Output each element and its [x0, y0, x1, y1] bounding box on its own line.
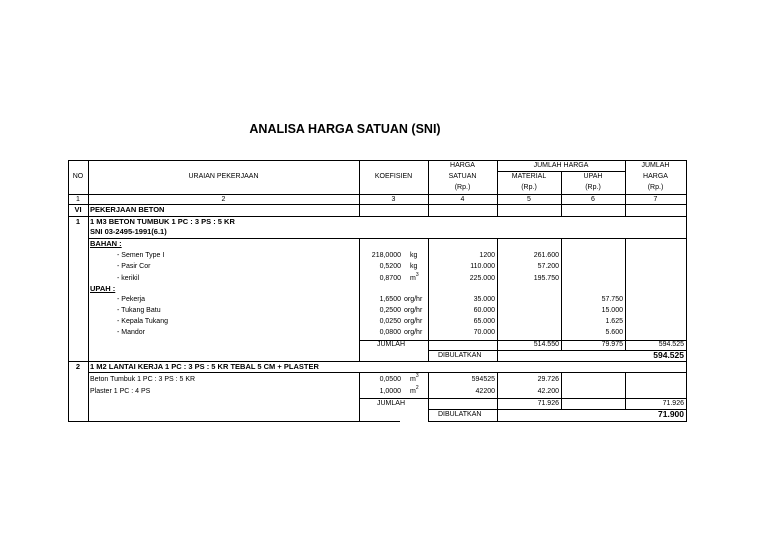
upah-coef: 0,2500 — [379, 307, 401, 314]
header-jumlah-harga: JUMLAH HARGA — [533, 162, 589, 169]
bahan-name: - Pasir Cor — [117, 263, 151, 270]
item2-title: 1 M2 LANTAI KERJA 1 PC : 3 PS : 5 KR TEBAL 5 CM + PLASTER — [90, 362, 319, 371]
unit-base: m — [410, 376, 416, 383]
upah-name: - Tukang Batu — [117, 307, 161, 314]
col-border-upah-1 — [625, 238, 626, 350]
item2-unit — [410, 373, 419, 384]
upah-value: 1.625 — [605, 318, 623, 325]
colnum-5: 5 — [527, 196, 531, 203]
header-material-unit: (Rp.) — [521, 184, 537, 191]
col-border-right — [686, 160, 687, 422]
jumlah2-label: JUMLAH — [377, 400, 406, 407]
dibulatkan2-label: DIBULATKAN — [438, 411, 482, 418]
table-border-bottom-left — [68, 421, 400, 422]
bahan-unit: kg — [410, 263, 418, 270]
unit-sup: 2 — [415, 385, 419, 391]
item2-coef: 1,0000 — [379, 388, 401, 395]
upah-unit: org/hr — [404, 329, 423, 336]
jumlah1-total: 594.525 — [658, 341, 684, 348]
header-divider — [68, 194, 687, 195]
item1-no: 1 — [75, 217, 81, 226]
bahan-price: 1200 — [479, 252, 495, 259]
item2-coef: 0,0500 — [379, 376, 401, 383]
item2-unit — [410, 385, 419, 396]
header-upah-unit: (Rp.) — [585, 184, 601, 191]
jumlah2-top — [359, 398, 687, 399]
upah-name: - Pekerja — [117, 296, 146, 303]
upah-label: UPAH : — [90, 284, 116, 293]
bahan-price: 110.000 — [470, 263, 495, 270]
item2-material: 29.726 — [537, 376, 559, 383]
table-border-bottom-right — [428, 421, 687, 422]
header-upah: UPAH — [583, 173, 603, 180]
bahan-material: 195.750 — [533, 275, 559, 282]
upah-price: 60.000 — [473, 307, 495, 314]
header-material: MATERIAL — [511, 173, 547, 180]
upah-price: 35.000 — [473, 296, 495, 303]
jumlah2-material: 71.926 — [537, 400, 559, 407]
colnum-1: 1 — [76, 196, 80, 203]
table-border-top — [68, 160, 687, 161]
header-jumlah-1: JUMLAH — [641, 162, 670, 169]
header-uraian: URAIAN PEKERJAAN — [188, 173, 259, 180]
jumlah2-total: 71.926 — [662, 400, 684, 407]
header-jumlah-2: HARGA — [643, 173, 668, 180]
header-jumlah-3: (Rp.) — [647, 184, 664, 191]
item2-price: 594525 — [471, 376, 495, 383]
item2-title-divider — [88, 372, 687, 373]
bahan-name: - Semen Type I — [117, 252, 165, 259]
upah-price: 65.000 — [473, 318, 495, 325]
bahan-unit — [410, 272, 419, 283]
upah-unit: org/hr — [404, 296, 423, 303]
unit-base: m — [410, 388, 416, 395]
page-title: ANALISA HARGA SATUAN (SNI) — [249, 122, 441, 136]
bahan-material: 57.200 — [537, 263, 559, 270]
upah-name: - Kepala Tukang — [117, 318, 168, 325]
bahan-label: BAHAN : — [90, 239, 122, 248]
upah-unit: org/hr — [404, 307, 423, 314]
upah-price: 70.000 — [473, 329, 495, 336]
item2-name: Plaster 1 PC : 4 PS — [90, 388, 151, 395]
header-harga-3: (Rp.) — [454, 184, 471, 191]
upah-coef: 0,0800 — [379, 329, 401, 336]
unit-base: m — [410, 275, 416, 282]
bahan-coef: 0,8700 — [379, 275, 401, 282]
jumlah1-label: JUMLAH — [377, 341, 406, 348]
colnum-3: 3 — [391, 196, 396, 203]
bahan-coef: 0,5200 — [379, 263, 401, 270]
upah-unit: org/hr — [404, 318, 423, 325]
colnum-6: 6 — [591, 196, 595, 203]
bahan-price: 225.000 — [469, 275, 495, 282]
col-border-uraian-head — [359, 160, 360, 216]
item1-title-divider — [88, 238, 687, 239]
unit-sup: 3 — [415, 272, 419, 278]
dibulatkan1-label: DIBULATKAN — [438, 352, 482, 359]
item2-price: 42200 — [475, 388, 495, 395]
bahan-name: - kerikil — [117, 275, 140, 282]
item1-sni: SNI 03-2495-1991(6.1) — [90, 227, 167, 236]
section-no: VI — [74, 205, 82, 214]
upah-coef: 1,6500 — [379, 296, 401, 303]
colnum-2: 2 — [221, 196, 226, 203]
dibulatkan1-value: 594.525 — [653, 350, 684, 360]
upah-coef: 0,0250 — [379, 318, 401, 325]
colnum-7: 7 — [653, 196, 658, 203]
item2-material: 42.200 — [537, 388, 559, 395]
col-border-material-2 — [561, 372, 562, 409]
header-harga-2: SATUAN — [448, 173, 477, 180]
item1-title: 1 M3 BETON TUMBUK 1 PC : 3 PS : 5 KR — [90, 217, 235, 226]
header-koefisien: KOEFISIEN — [374, 173, 413, 180]
item2-name: Beton Tumbuk 1 PC : 3 PS : 5 KR — [90, 376, 196, 383]
upah-name: - Mandor — [117, 329, 146, 336]
dibulatkan2-value: 71.900 — [658, 409, 684, 419]
colnum-4: 4 — [460, 196, 465, 203]
header-no: NO — [72, 173, 84, 180]
bahan-unit: kg — [410, 252, 418, 259]
unit-sup: 3 — [415, 373, 419, 379]
upah-value: 15.000 — [601, 307, 623, 314]
bahan-material: 261.600 — [533, 252, 559, 259]
item2-no: 2 — [75, 362, 81, 371]
header-harga-1: HARGA — [450, 162, 475, 169]
jumlah1-upah: 79.975 — [601, 341, 623, 348]
upah-value: 57.750 — [601, 296, 623, 303]
bahan-coef: 218,0000 — [371, 252, 401, 259]
upah-value: 5.600 — [605, 329, 623, 336]
section-name: PEKERJAAN BETON — [90, 205, 165, 214]
jumlah1-material: 514.550 — [533, 341, 559, 348]
